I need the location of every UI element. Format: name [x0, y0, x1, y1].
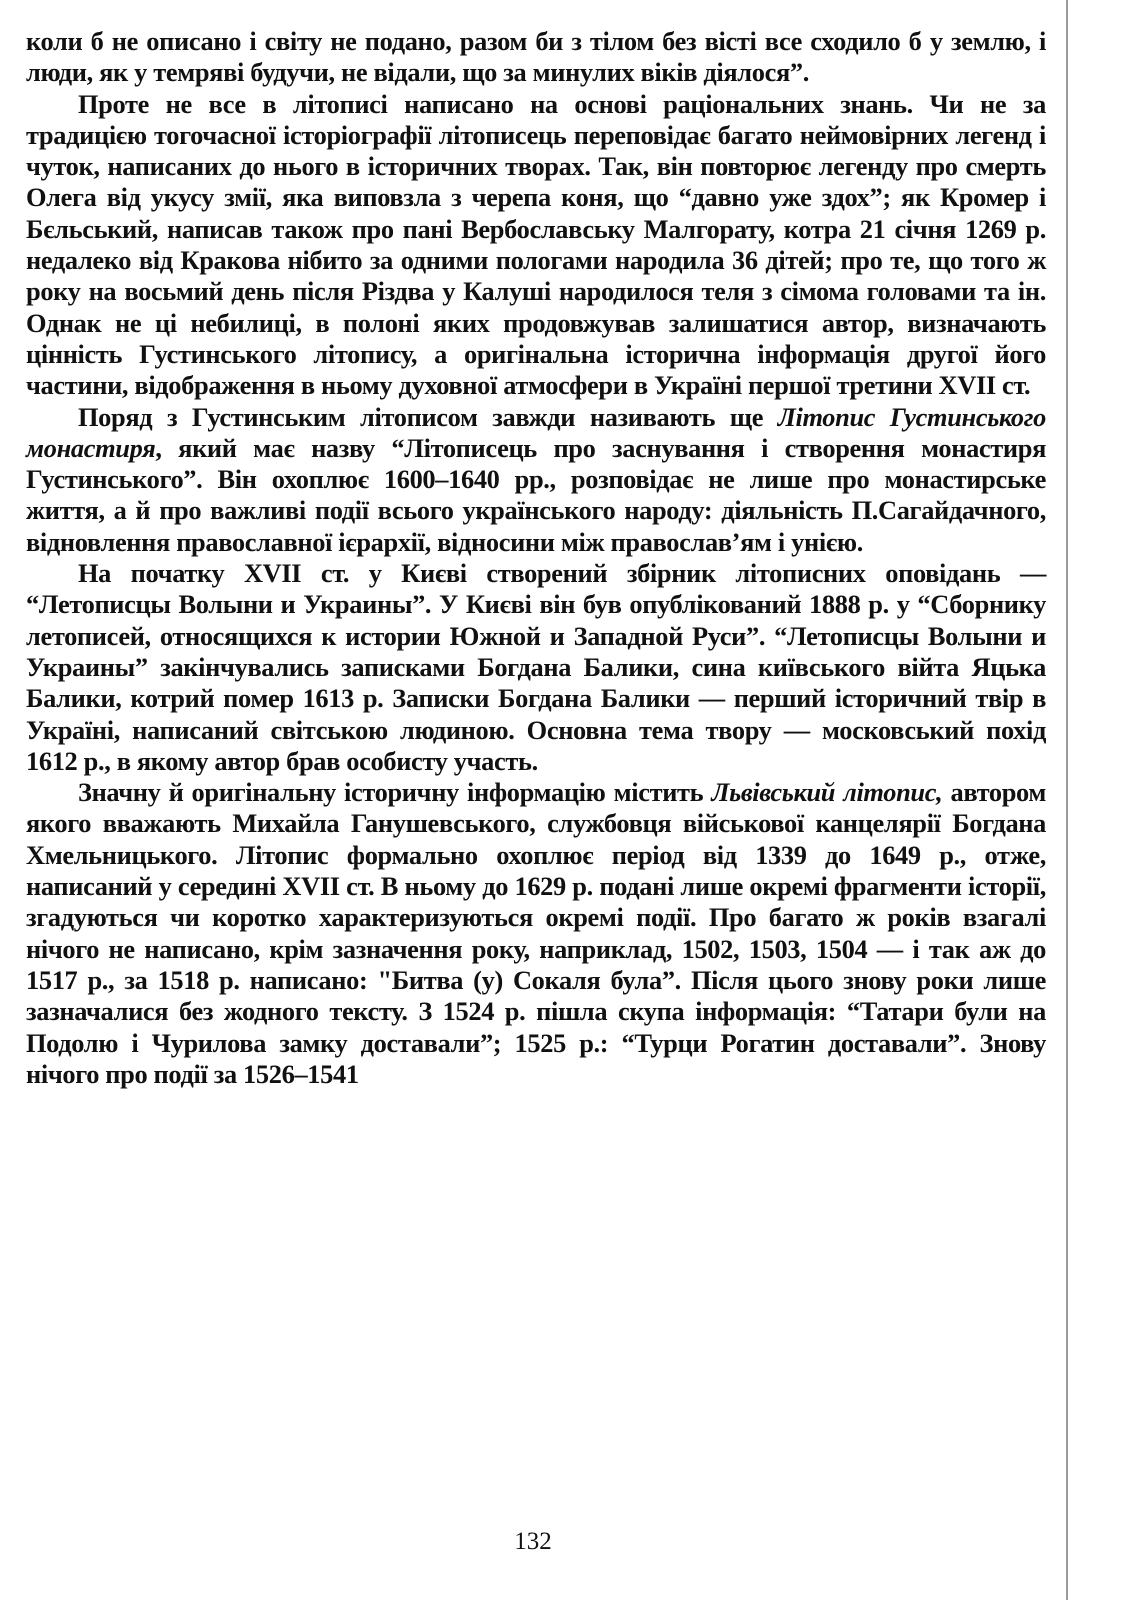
paragraph-1-text: коли б не описано і світу не подано, разом би з тілом без вісті все сходило б у землю, і люди, як у темряві будучи, не відали, що за минулих віків діялося”. — [26, 26, 1046, 88]
paragraph-5-text-a: Значну й оригінальну історичну інформацію містить — [78, 777, 712, 808]
paragraph-3-text-a: Поряд з Густинським літописом завжди називають ще — [78, 401, 778, 432]
page-number: 132 — [514, 1528, 552, 1555]
body-text — [26, 26, 1046, 1090]
paragraph-2-text: Проте не все в літописі написано на основі раціональних знань. Чи не за традицією тогочасної історіографії літописець переповідає багато неймовірних легенд і чуток, написаних до нього в історичних творах. Так, він повторює легенду про смерть Олега від укусу змії, яка виповзла з черепа коня, що “давно уже здох”; як Кромер і Бєльський, написав також про пані Вербославську Малгорату, котра 21 січня 1269 р. недалеко від Кракова нібито за одними пологами народила 36 дітей; про те, що того ж року на восьмий день після Різдва у Калуші народилося теля з сімома головами та ін. Однак не ці небилиці, в полоні яких продовжував залишатися автор, визначають цінність Густинського літопису, а оригінальна історична інформація другої його частини, відображення в ньому духовної атмосфери в Україні першої третини XVII ст. — [26, 88, 1046, 401]
paragraph-5 — [26, 777, 1046, 1090]
paragraph-4 — [26, 558, 1046, 777]
paragraph-4-text: На початку XVII ст. у Києві створений збірник літописних оповідань — “Летописцы Волыни и Украины”. У Києві він був опублікований 1888 р. у “Сборнику летописей, относящихся к истории Южной и Западной Руси”. “Летописцы Волыни и Украины” закінчувались записками Богдана Балики, сина київського війта Яцька Балики, котрий помер 1613 р. Записки Богдана Балики — перший історичний твір в Україні, написаний світською людиною. Основна тема твору — московський похід 1612 р., в якому автор брав особисту участь. — [26, 558, 1046, 776]
paragraph-5-italic-title: Львівський літопис, — [711, 777, 943, 808]
paragraph-3-text-b: , який має назву “Літописець про заснування і створення монастиря Густинського”. Він охоплює 1600–1640 рр., розповідає не лише про монастирське життя, а й про важливі події всього українського народу: діяльність П.Сагайдачного, відновлення православної ієрархії, відносини між православ’ям і унією. — [26, 432, 1046, 557]
paragraph-3 — [26, 402, 1046, 558]
paragraph-2 — [26, 89, 1046, 402]
paragraph-1 — [26, 26, 1046, 89]
paragraph-5-text-b: автором якого вважають Михайла Ганушевського, службовця військової канцелярії Богдана Хмельницького. Літопис формально охоплює період від 1339 до 1649 р., отже, написаний у середині XVII ст. В ньому до 1629 р. подані лише окремі фрагменти історії, згадуються чи коротко характеризуються окремі події. Про багато ж років взагалі нічого не написано, крім зазначення року, наприклад, 1502, 1503, 1504 — і так аж до 1517 р., за 1518 р. написано: "Битва (у) Сокаля була”. Після цього знову роки лише зазначалися без жодного тексту. З 1524 р. пішла скупа інформація: “Татари були на Подолю і Чурилова замку доставали”; 1525 р.: “Турци Рогатин доставали”. Знову нічого про події за 1526–1541 — [26, 777, 1046, 1089]
page-edge-line — [1066, 0, 1068, 1600]
paragraph-3-italic-title: Літопис Густинського монастиря — [26, 401, 1047, 463]
